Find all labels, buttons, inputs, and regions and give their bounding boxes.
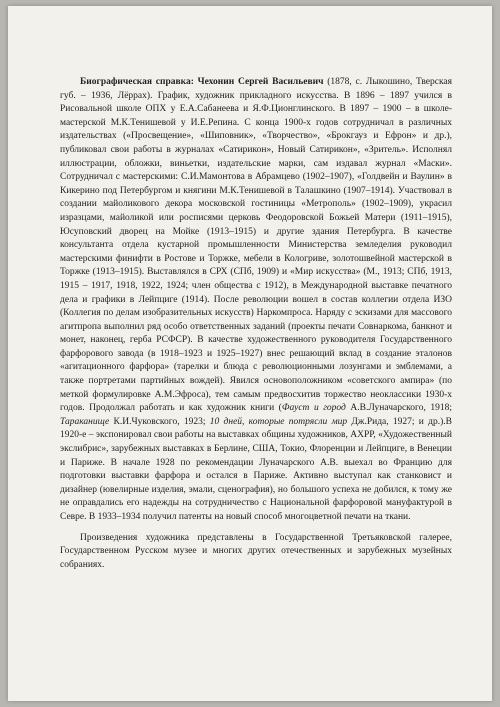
- biography-text: [60, 76, 452, 572]
- biography-paragraph-1: [60, 76, 452, 525]
- book-title-tarakanishche: Тараканище: [60, 416, 110, 427]
- biography-heading: Биографическая справка: Чехонин Сергей Васильевич: [80, 77, 324, 87]
- paragraph-text-segment: К.И.Чуковского, 1923;: [109, 416, 210, 427]
- paragraph-text-segment: (1878, с. Лыкошино, Тверская губ. – 1936, Лёррах). График, художник прикладного искусства. В 1896 – 1897 учился в Рисовальной школе ОПХ у Е.А.Сабанеева и Я.Ф.Ционглинского. В 1897 – 1900 – в школе-мастерской М.К.Тенишевой у И.Е.Репина. С конца 1900-х годов сотрудничал в различных издательствах («Просвещение», «Шиповник», «Творчество», «Брокгауз и Ефрон» и др.), публиковал свои работы в журналах «Сатирикон», Новый Сатирикон», «Зритель». Исполнял иллюстрации, обложки, виньетки, издательские марки, сам издавал журнал «Маски». Сотрудничал с мастерскими: С.И.Мамонтова в Абрамцево (1902–1907), «Голдвейн и Ваулин» в Кикерино под Петербургом и княгини М.К.Тенишевой в Талашкино (1907–1914). Участвовал в создании майоликового декора московской гостиницы «Метрополь» (1902–1909), украсил изразцами, майоликой или росписями церковь Феодоровской Божьей Матери (1911–1915), Юсуповский дворец на Мойке (1913–1915) и другие здания Петербурга. В качестве консультанта отдела кустарной промышленности Министерства земледелия руководил мастерскими финифти в Ростове и Торжке, мебели в Кологриве, золотошвейной мастерской в Торжке (1913–1915). Выставлялся в СРХ (СПб, 1909) и «Мир искусства» (М., 1913; СПб, 1913, 1915 – 1917, 1918, 1922, 1924; член общества с 1912), в Международной выставке печатного дела и графики в Лейпциге (1914). После революции вошел в состав коллегии отдела ИЗО (Коллегия по делам изобразительных искусств) Наркомпроса. Наряду с эскизами для массового агитпропа выполнил ряд особо ответственных заданий (проекты печати Совнаркома, банкнот и монет, наконец, герба РСФСР). В качестве художественного руководителя Государственного фарфорового завода (в 1918–1923 и 1925–1927) внес решающий вклад в создание эталонов «агитационного фарфора» (тарелки и блюда с революционными лозунгами и эмблемами, а также портретами партийных вождей). Явился основоположником «советского ампира» (по меткой формулировке А.М.Эфроса), тем самым предвосхитив торжество неоклассики 1930-х годов. Продолжал работать и как художник книги (: [60, 77, 453, 414]
- book-title-faust: Фауст и город: [281, 403, 346, 414]
- biography-paragraph-2: Произведения художника представлены в Государственной Третьяковской галерее, Государственном Русском музее и многих других отечественных и зарубежных музейных собраниях.: [60, 532, 452, 570]
- paragraph-text-segment: А.В.Луначарского, 1918;: [345, 403, 453, 414]
- document-page: [8, 6, 492, 701]
- paragraph-text-segment: Дж.Рида, 1927; и др.).В 1920-е – экспонировал свои работы на выставках общины художников, АХРР, «Художественный экслибрис», зарубежных выставках в Берлине, США, Токио, Флоренции и Лейпциге, в Венеции и Париже. В начале 1928 по рекомендации Луначарского А.В. выехал во Францию для подготовки выставки фарфора и остался в Париже. Активно выступал как станковист и дизайнер (ювелирные изделия, эмали, сценография), но большого успеха не добился, к тому же не оправдались его надежды на сотрудничество с Национальной фарфоровой мануфактурой в Севре. В 1933–1934 получил патенты на новый способ многоцветной печати на ткани.: [60, 416, 452, 522]
- book-title-10-days: 10 дней, которые потрясли мир: [209, 416, 348, 427]
